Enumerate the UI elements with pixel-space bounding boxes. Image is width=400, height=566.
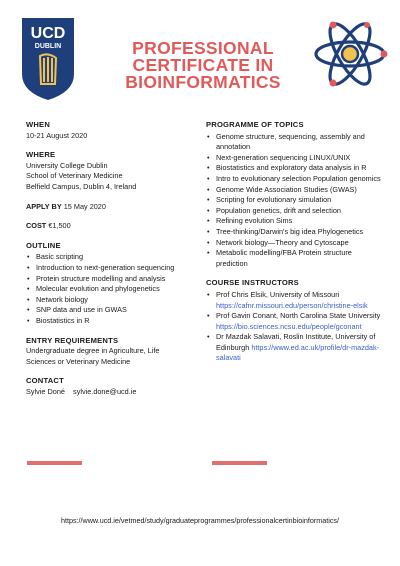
contact-section (26, 376, 198, 397)
instructor-link[interactable]: https://www.ed.ac.uk/profile/dr-mazdak-salavati (216, 342, 380, 363)
cost-section (26, 221, 198, 232)
where-line: Belfield Campus, Dublin 4, Ireland (26, 181, 137, 191)
apply-label: APPLY BY (26, 201, 62, 211)
apply-section (26, 202, 198, 213)
list-item: • Basic scripting (26, 252, 198, 263)
title-line-1: PROFESSIONAL (132, 38, 274, 58)
where-line: School of Veterinary Medicine (26, 171, 123, 181)
title-line-3: BIOINFORMATICS (125, 72, 281, 92)
list-item: • Refining evolution Sims (206, 216, 382, 227)
list-item: • Molecular evolution and phylogenetics (26, 284, 198, 295)
instructor-item (206, 290, 382, 311)
instructor-link[interactable]: https://cafnr.missouri.edu/person/christine-elsik (216, 300, 368, 310)
where-heading: WHERE (26, 150, 56, 160)
when-value: 10-21 August 2020 (26, 130, 88, 140)
outline-heading: OUTLINE (26, 240, 61, 250)
page-title (98, 40, 308, 91)
when-heading: WHEN (26, 120, 51, 129)
contact-line (26, 387, 198, 398)
right-column (206, 120, 382, 373)
contact-email[interactable]: sylvie.done@ucd.ie (73, 386, 137, 396)
ucd-logo (22, 18, 74, 100)
topics-heading: PROGRAMME OF TOPICS (206, 120, 304, 129)
footer-url[interactable]: https://www.ucd.ie/vetmed/study/graduateprogrammes/professionalcertinbioinformatics/ (60, 516, 340, 525)
instructor-item (206, 332, 382, 364)
list-item: • Network biology (26, 295, 198, 306)
list-item: • Population genetics, drift and selection (206, 206, 382, 217)
logo-text-ucd: UCD (30, 25, 66, 42)
instructors-heading: COURSE INSTRUCTORS (206, 278, 299, 288)
topics-section (206, 120, 382, 269)
instructor-link[interactable]: https://bio.sciences.ncsu.edu/people/gconant (216, 321, 362, 331)
list-item: • Network biology—Theory and Cytoscape (206, 238, 382, 249)
instructor-text: Dr Mazdak Salavati, Roslin Institute, University of Edinburgh (216, 332, 376, 352)
instructors-list (206, 290, 382, 364)
list-item: • Biostatistics and exploratory data analysis in R (206, 163, 382, 174)
list-item: • Genome structure, sequencing, assembly and annotation (206, 132, 382, 153)
title-line-2: CERTIFICATE IN (132, 55, 274, 75)
instructor-item (206, 311, 382, 332)
contact-name: Sylvie Doné (26, 386, 65, 396)
list-item: • Genome Wide Association Studies (GWAS) (206, 185, 382, 196)
left-column (26, 120, 198, 406)
where-line: University College Dublin (26, 160, 108, 170)
entry-heading: ENTRY REQUIREMENTS (26, 335, 119, 345)
list-item: • Biostatistics in R (26, 316, 198, 327)
topics-list (206, 132, 382, 270)
logo-text-dublin: DUBLIN (34, 43, 62, 50)
list-item: • Intro to evolutionary selection Population genomics (206, 174, 382, 185)
instructor-text: Prof Chris Elsik, University of Missouri (216, 289, 340, 299)
list-item: • Scripting for evolutionary simulation (206, 195, 382, 206)
where-section (26, 150, 198, 192)
when-section (26, 120, 198, 141)
entry-line: Undergraduate degree in Agriculture, Life (26, 346, 160, 356)
outline-section (26, 241, 198, 327)
entry-line: Sciences or Veterinary Medicine (26, 356, 131, 366)
atom-icon (312, 16, 388, 92)
instructors-section (206, 278, 382, 364)
list-item: • Protein structure modelling and analysis (26, 274, 198, 285)
cost-value: €1,500 (48, 221, 71, 231)
divider-bar-right (212, 461, 267, 465)
list-item: • Tree-thinking/Darwin's big idea Phylogenetics (206, 227, 382, 238)
instructor-text: Prof Gavin Conant, North Carolina State University (216, 311, 381, 321)
outline-list (26, 252, 198, 326)
divider-bar-left (27, 461, 82, 465)
apply-value: 15 May 2020 (63, 201, 106, 211)
list-item: • SNP data and use in GWAS (26, 305, 198, 316)
cost-label: COST (26, 221, 47, 231)
contact-heading: CONTACT (26, 376, 64, 386)
list-item: • Metabolic modelling/FBA Protein structure prediction (206, 248, 382, 269)
entry-section (26, 336, 198, 368)
list-item: • Introduction to next-generation sequencing (26, 263, 198, 274)
list-item: • Next-generation sequencing LINUX/UNIX (206, 153, 382, 164)
